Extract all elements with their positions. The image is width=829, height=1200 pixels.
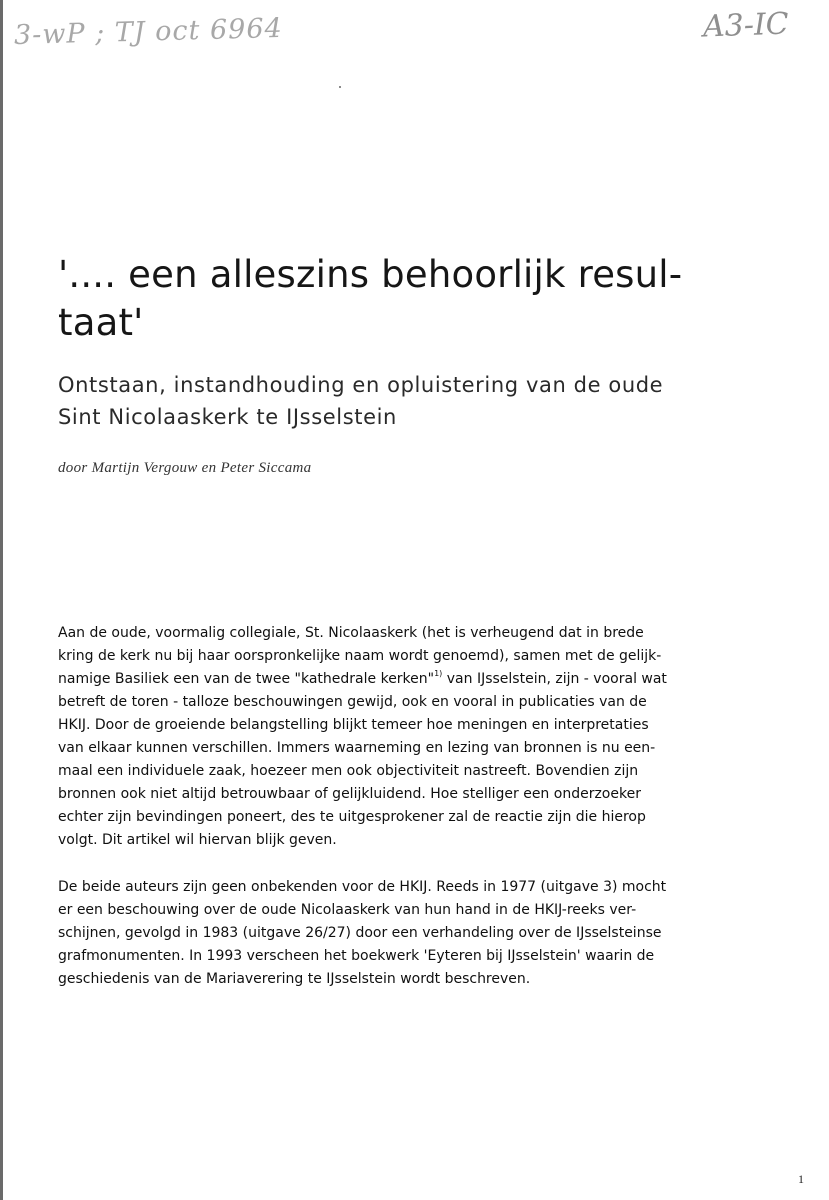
text-fragment: van IJsselstein, zijn - vooral wat	[442, 671, 667, 687]
subtitle-line: Sint Nicolaaskerk te IJsselstein	[58, 405, 397, 429]
scan-edge	[0, 0, 3, 1200]
text-line: schijnen, gevolgd in 1983 (uitgave 26/27) door een verhandeling over de IJsselsteinse	[58, 925, 662, 941]
body-paragraph-2	[58, 876, 698, 991]
footnote-marker: 1)	[434, 669, 443, 678]
title-line: '.... een alleszins behoorlijk resul-	[58, 253, 683, 296]
text-fragment: namige Basiliek een van de twee "kathedrale kerken"	[58, 671, 435, 687]
text-line: geschiedenis van de Mariaverering te IJsselstein wordt beschreven.	[58, 971, 531, 987]
page-number: 1	[798, 1172, 804, 1186]
subtitle-line: Ontstaan, instandhouding en opluistering van de oude	[58, 373, 664, 397]
author-byline: door Martijn Vergouw en Peter Siccama	[58, 460, 312, 476]
text-line-with-footnote	[58, 668, 698, 691]
text-line: De beide auteurs zijn geen onbekenden voor de HKIJ. Reeds in 1977 (uitgave 3) mocht	[58, 879, 667, 895]
text-line: van elkaar kunnen verschillen. Immers waarneming en lezing van bronnen is nu een-	[58, 740, 656, 756]
text-line: HKIJ. Door de groeiende belangstelling blijkt temeer hoe meningen en interpretaties	[58, 717, 649, 733]
text-line: maal een individuele zaak, hoezeer men ook objectiviteit nastreeft. Bovendien zijn	[58, 763, 639, 779]
article-subtitle	[58, 369, 758, 433]
text-line: bronnen ook niet altijd betrouwbaar of gelijkluidend. Hoe stelliger een onderzoeker	[58, 786, 641, 802]
text-line: Aan de oude, voormalig collegiale, St. Nicolaaskerk (het is verheugend dat in brede	[58, 625, 644, 641]
text-line: er een beschouwing over de oude Nicolaaskerk van hun hand in de HKIJ-reeks ver-	[58, 902, 637, 918]
scan-speck	[339, 86, 341, 88]
text-line: echter zijn bevindingen poneert, des te uitgesprokener zal de reactie zijn die hierop	[58, 809, 646, 825]
text-line: kring de kerk nu bij haar oorspronkelijke naam wordt genoemd), samen met de gelijk-	[58, 648, 662, 664]
text-line: volgt. Dit artikel wil hiervan blijk geven.	[58, 832, 337, 848]
text-line: betreft de toren - talloze beschouwingen gewijd, ook en vooral in publicaties van de	[58, 694, 647, 710]
title-line: taat'	[58, 301, 144, 344]
article-title	[58, 251, 698, 347]
text-line: grafmonumenten. In 1993 verscheen het boekwerk 'Eyteren bij IJsselstein' waarin de	[58, 948, 655, 964]
body-paragraph-1	[58, 622, 698, 852]
handwritten-annotation-left: 3-wP ; TJ oct 6964	[13, 12, 284, 51]
handwritten-annotation-right: A3-IC	[702, 6, 790, 45]
